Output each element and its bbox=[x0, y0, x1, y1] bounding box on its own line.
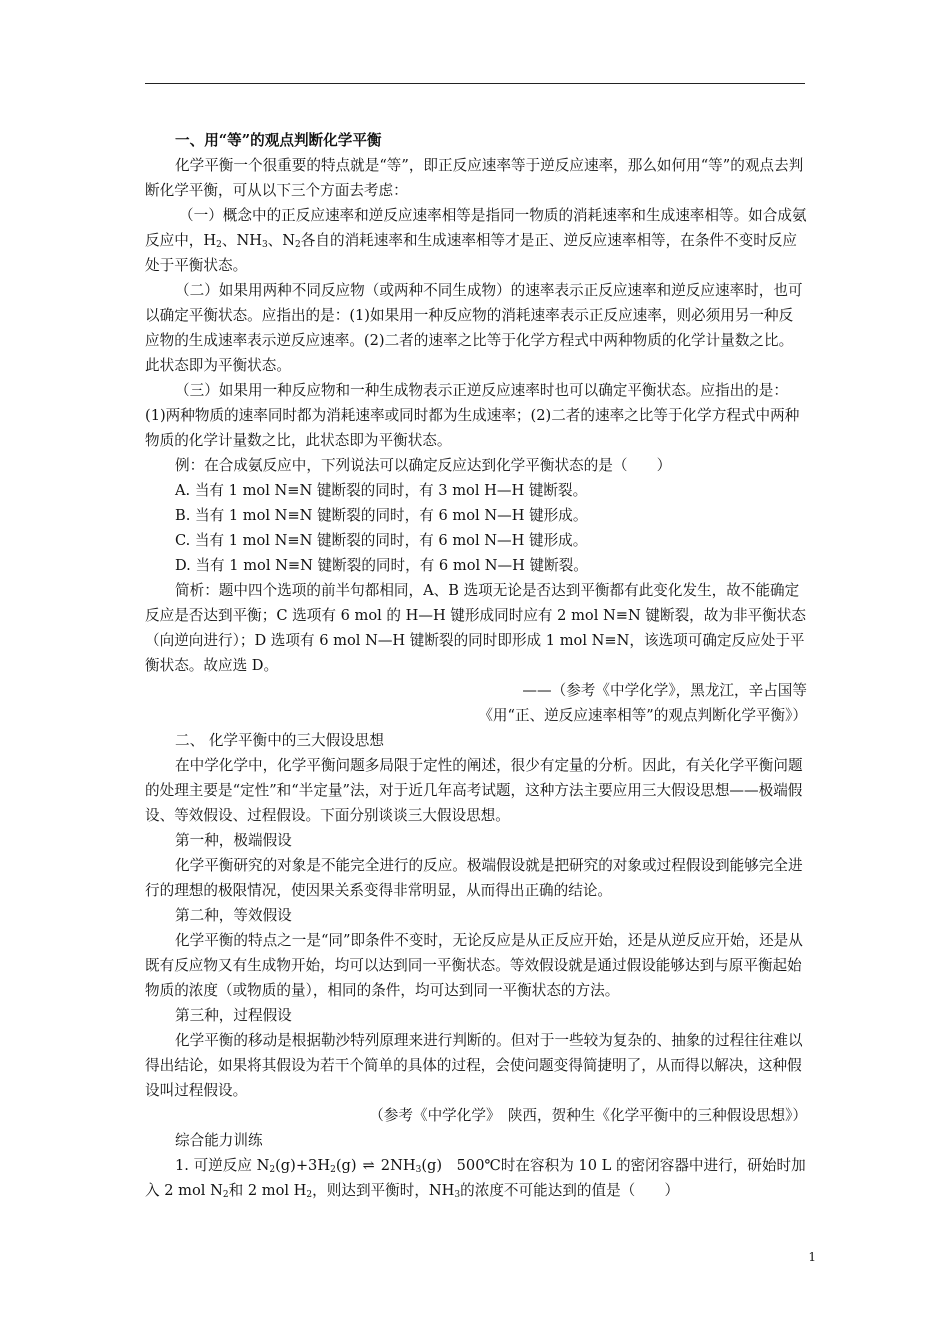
q1-text-3: (g) bbox=[335, 1157, 357, 1174]
section2-intro: 在中学化学中，化学平衡问题多局限于定性的阐述，很少有定量的分析。因此，有关化学平衡问题的处理主要是“定性”和“半定量”法，对于近几年高考试题，这种方法主要应用三大假设思想——极端假设、等效假设、过程假设。下面分别谈谈三大假设思想。 bbox=[145, 757, 803, 824]
q1-text-5: (g) 500℃时在容积为 10 L 的密闭容器中进行，研始时加入 2 mol N bbox=[145, 1157, 806, 1199]
training-heading: 综合能力训练 bbox=[175, 1132, 263, 1149]
reference-line-1: ——（参考《中学化学》，黑龙江，辛占国等 bbox=[522, 682, 807, 699]
point1-text-d: 各自的消耗速率和生成速率相等才是正、逆反应速率相等，在条件不变时反应处于平衡状态。 bbox=[145, 232, 797, 274]
point1-text-b: 、NH bbox=[221, 232, 262, 249]
q1-text-2: (g)+3H bbox=[275, 1157, 331, 1174]
option-c: C. 当有 1 mol N≡N 键断裂的同时，有 6 mol N—H 键形成。 bbox=[175, 532, 588, 549]
reference-line-2: 《用“正、逆反应速率相等”的观点判断化学平衡》） bbox=[478, 707, 807, 724]
option-b: B. 当有 1 mol N≡N 键断裂的同时，有 6 mol N—H 键形成。 bbox=[175, 507, 588, 524]
subscript: 2 bbox=[330, 1165, 336, 1175]
point2-paragraph: （二）如果用两种不同反应物（或两种不同生成物）的速率表示正反应速率和逆反应速率时，也可以确定平衡状态。应指出的是：(1)如果用一种反应物的消耗速率表示正反应速率，则必须用另一种反应物的生成速率表示逆反应速率。(2)二者的速率之比等于化学方程式中两种物质的化学计量数之比。此状态即为平衡状态。 bbox=[145, 282, 803, 374]
section1-intro: 化学平衡一个很重要的特点就是“等”，即正反应速率等于逆反应速率，那么如何用“等”的观点去判断化学平衡，可从以下三个方面去考虑： bbox=[145, 157, 804, 199]
option-d: D. 当有 1 mol N≡N 键断裂的同时，有 6 mol N—H 键断裂。 bbox=[175, 557, 588, 574]
point1-paragraph bbox=[145, 203, 807, 278]
document-body bbox=[145, 128, 807, 1203]
q1-text-6: 和 2 mol H bbox=[228, 1182, 307, 1199]
question-1 bbox=[145, 1153, 807, 1203]
example-question: 例：在合成氨反应中，下列说法可以确定反应达到化学平衡状态的是（ ） bbox=[175, 457, 672, 474]
q1-text-1: 1. 可逆反应 N bbox=[175, 1157, 270, 1174]
q1-text-4: 2NH bbox=[380, 1157, 416, 1174]
point1-text-c: 、N bbox=[267, 232, 296, 249]
q1-text-7: ，则达到平衡时，NH bbox=[312, 1182, 455, 1199]
page-number: 1 bbox=[808, 1250, 816, 1264]
point1-text-a: （一）概念中的正反应速率和逆反应速率相等是指同一物质的消耗速率和生成速率相等。如合成氨反应中，H bbox=[145, 207, 807, 249]
subscript: 2 bbox=[306, 1190, 313, 1200]
reference-line-3: （参考《中学化学》 陕西，贺种生《化学平衡中的三种假设思想》） bbox=[369, 1107, 807, 1124]
subscript: 3 bbox=[415, 1165, 422, 1175]
paragraph-extreme: 化学平衡研究的对象是不能完全进行的反应。极端假设就是把研究的对象或过程假设到能够完全进行的理想的极限情况，使因果关系变得非常明显，从而得出正确的结论。 bbox=[145, 857, 803, 899]
reversible-arrow-icon: ⇌ bbox=[362, 1157, 375, 1174]
subscript: 3 bbox=[261, 240, 268, 250]
subscript: 3 bbox=[454, 1190, 461, 1200]
q1-text-8: 的浓度不可能达到的值是（ ） bbox=[460, 1182, 680, 1199]
section1-heading: 一、用“等”的观点判断化学平衡 bbox=[175, 132, 382, 149]
subheading-process: 第三种，过程假设 bbox=[175, 1007, 292, 1024]
subscript: 2 bbox=[295, 240, 301, 250]
subheading-equivalent: 第二种，等效假设 bbox=[175, 907, 292, 924]
header-rule bbox=[145, 83, 805, 84]
option-a: A. 当有 1 mol N≡N 键断裂的同时，有 3 mol H—H 键断裂。 bbox=[175, 482, 588, 499]
subscript: 2 bbox=[222, 1190, 229, 1200]
point3-paragraph: （三）如果用一种反应物和一种生成物表示正逆反应速率时也可以确定平衡状态。应指出的是：(1)两种物质的速率同时都为消耗速率或同时都为生成速率；(2)二者的速率之比等于化学方程式中两种物质的化学计量数之比，此状态即为平衡状态。 bbox=[145, 382, 800, 449]
analysis-paragraph: 简析：题中四个选项的前半句都相同，A、B 选项无论是否达到平衡都有此变化发生，故不能确定反应是否达到平衡；C 选项有 6 mol 的 H—H 键形成同时应有 2 mol N≡N 键断裂，故为非平衡状态（向逆向进行）；D 选项有 6 mol N—H 键断裂的同时即形成 1 mol N≡N，该选项可确定反应处于平衡状态。故应选 D。 bbox=[145, 582, 806, 674]
subheading-extreme: 第一种，极端假设 bbox=[175, 832, 292, 849]
subscript: 2 bbox=[216, 240, 222, 250]
paragraph-process: 化学平衡的移动是根据勒沙特列原理来进行判断的。但对于一些较为复杂的、抽象的过程往往难以得出结论，如果将其假设为若干个简单的具体的过程，会使问题变得简捷明了，从而得以解决，这种假设叫过程假设。 bbox=[145, 1032, 803, 1099]
subscript: 2 bbox=[269, 1165, 276, 1175]
section2-heading: 二、 化学平衡中的三大假设思想 bbox=[175, 732, 384, 749]
paragraph-equivalent: 化学平衡的特点之一是“同”即条件不变时，无论反应是从正反应开始，还是从逆反应开始，还是从既有反应物又有生成物开始，均可以达到同一平衡状态。等效假设就是通过假设能够达到与原平衡起始物质的浓度（或物质的量），相同的条件，均可达到同一平衡状态的方法。 bbox=[145, 932, 803, 999]
